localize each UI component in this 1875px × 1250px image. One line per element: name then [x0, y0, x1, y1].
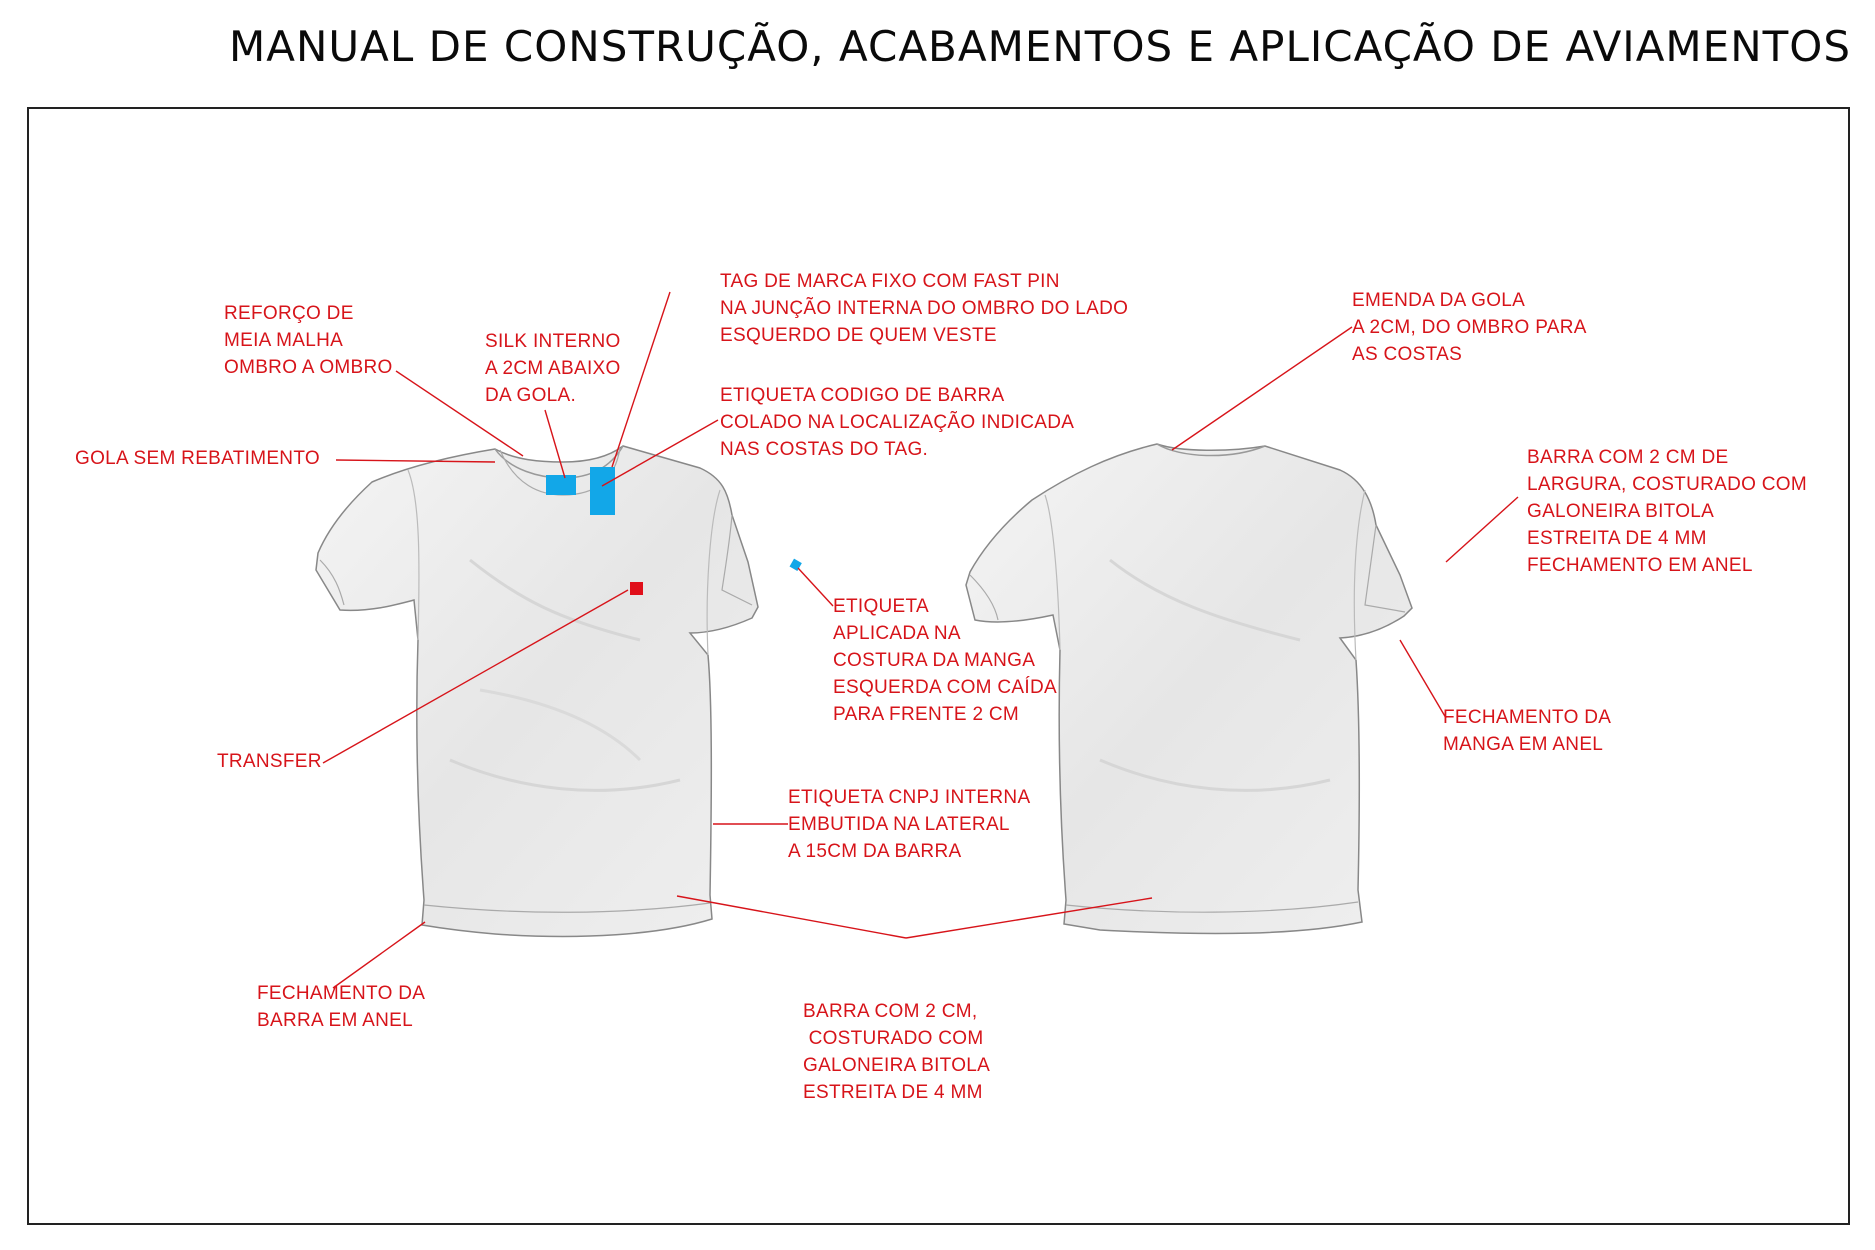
label-silk-interno: SILK INTERNO A 2CM ABAIXO DA GOLA. — [485, 331, 621, 406]
label-fechamento-barra: FECHAMENTO DA BARRA EM ANEL — [257, 983, 426, 1031]
label-barra-manga: BARRA COM 2 CM DE LARGURA, COSTURADO COM GALONEIRA BITOLA ESTREITA DE 4 MM FECHAMENTO EM ANEL — [1527, 447, 1808, 576]
label-etiqueta-codigo-barra: ETIQUETA CODIGO DE BARRA COLADO NA LOCALIZAÇÃO INDICADA NAS COSTAS DO TAG. — [720, 385, 1075, 460]
label-transfer: TRANSFER — [217, 751, 322, 772]
label-emenda-gola: EMENDA DA GOLA A 2CM, DO OMBRO PARA AS COSTAS — [1352, 290, 1587, 365]
sleeve-label-marker — [790, 559, 802, 571]
page-title: MANUAL DE CONSTRUÇÃO, ACABAMENTOS E APLICAÇÃO DE AVIAMENTOS — [229, 22, 1851, 71]
label-reforco: REFORÇO DE MEIA MALHA OMBRO A OMBRO — [224, 303, 393, 378]
label-fechamento-manga: FECHAMENTO DA MANGA EM ANEL — [1443, 707, 1612, 755]
front-tshirt — [316, 446, 758, 936]
label-etiqueta-manga: ETIQUETA APLICADA NA COSTURA DA MANGA ESQUERDA COM CAÍDA PARA FRENTE 2 CM — [833, 596, 1057, 725]
label-barra-frente: BARRA COM 2 CM, COSTURADO COM GALONEIRA BITOLA ESTREITA DE 4 MM — [803, 1001, 991, 1103]
brand-tag-marker — [590, 467, 615, 515]
silk-label-marker — [546, 475, 576, 495]
label-etiqueta-cnpj: ETIQUETA CNPJ INTERNA EMBUTIDA NA LATERAL A 15CM DA BARRA — [788, 787, 1031, 862]
label-gola: GOLA SEM REBATIMENTO — [75, 448, 320, 469]
transfer-marker — [630, 582, 643, 595]
label-tag-marca: TAG DE MARCA FIXO COM FAST PIN NA JUNÇÃO INTERNA DO OMBRO DO LADO ESQUERDO DE QUEM VESTE — [720, 271, 1129, 346]
